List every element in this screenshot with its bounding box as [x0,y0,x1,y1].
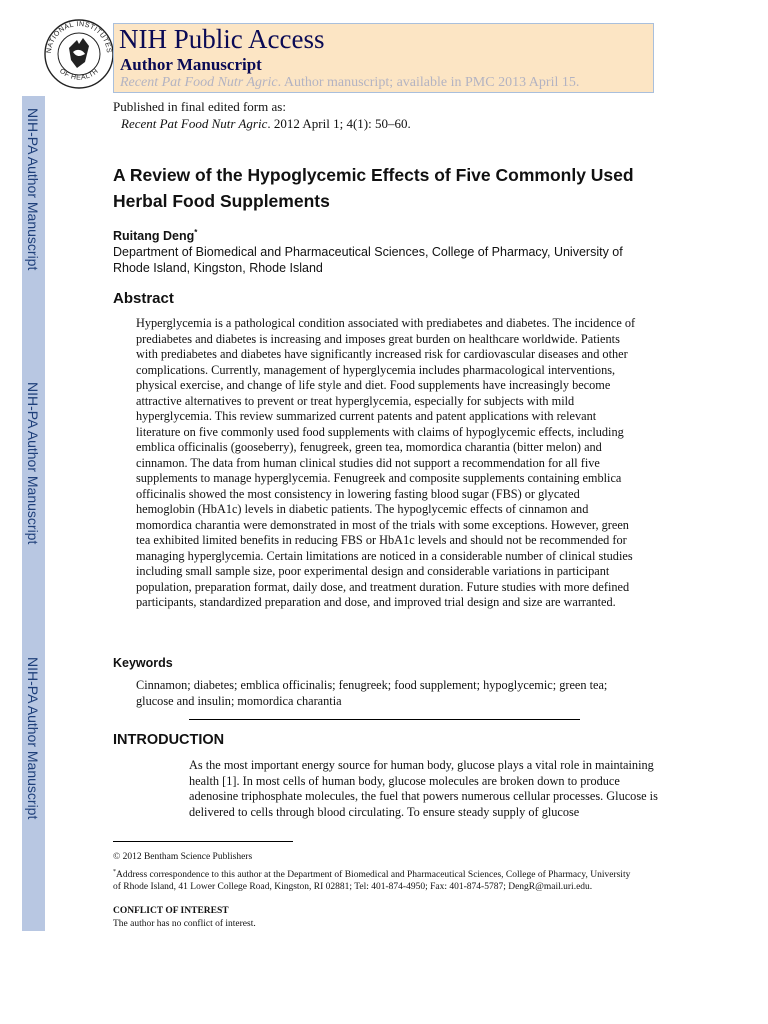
footnote-divider [113,841,293,842]
published-citation [113,98,411,132]
correspondence-footnote: *Address correspondence to this author at the Department of Biomedical and Pharmaceutical Sciences, College of Pharmacy, University of Rhode Island, 41 Lower College Road, Kingston, RI 02881; Tel: 401-874-4950; Fax: 401-874-5787; DengR@mail.uri.edu. [113,869,631,892]
header-subtitle: Author Manuscript [120,55,262,74]
keywords-heading: Keywords [113,656,173,670]
header-availability-line [120,75,579,91]
author-name: Ruitang Deng* [113,228,198,244]
keywords-text: Cinnamon; diabetes; emblica officinalis; fenugreek; food supplement; hypoglycemic; green tea; glucose and insulin; momordica charantia [136,678,608,708]
abstract-text: Hyperglycemia is a pathological condition associated with prediabetes and diabetes. The incidence of prediabetes and diabetes is increasing and imposes great burden on healthcare worldwide. Patients with prediabetes and diabetes have significantly increased risk for cardiovascular diseases and other complications. Currently, management of hyperglycemia includes pharmacological interventions, physical exercise, and change of life style and diet. Food supplements have increasingly become attractive alternatives to prevent or treat hyperglycemia, especially for subjects with mild hyperglycemia. This review summarized current patents and patent applications with relevant literature on five commonly used food supplements with claims of hypoglycemic effects, including emblica officinalis (gooseberry), fenugreek, green tea, momordica charantia (bitter melon) and cinnamon. The data from human clinical studies did not support a recommendation for all five supplements to manage hyperglycemia. Fenugreek and composite supplements containing emblica officinalis showed the most consistency in lowering fasting blood sugar (FBS) or glycated hemoglobin (HbA1c) levels in diabetic patients. The hypoglycemic effects of cinnamon and momordica charantia were demonstrated in most of the trials with some exceptions. However, green tea exhibited limited benefits in reducing FBS or HbA1c levels and should not be recommended for managing hyperglycemia. Certain limitations are noticed in a considerable number of clinical studies including small sample size, poor experimental design and considerable variations in participant population, preparation format, daily dose, and treatment duration. Future studies with more defined participants, standardized preparation and dose, and improved trial design and size are warranted. [136,316,636,609]
correspondence-mark: * [113,869,116,875]
svg-text:OF HEALTH: OF HEALTH [57,67,101,82]
introduction-text: As the most important energy source for human body, glucose plays a vital role in maintaining health [1]. In most cells of human body, glucose molecules are broken down to produce adenosine triphosphate molecules, the fuel that powers numerous cellular processes. Glucose is delivered to cells through blood circulating. To ensure steady supply of glucose [189,758,658,819]
published-cite [113,115,411,132]
article-title: A Review of the Hypoglycemic Effects of Five Commonly Used Herbal Food Supplements [113,165,634,211]
copyright-footnote: © 2012 Bentham Science Publishers [113,852,253,862]
header-title: NIH Public Access [119,24,325,54]
published-journal: Recent Pat Food Nutr Agric [121,116,268,131]
introduction-heading: INTRODUCTION [113,732,225,748]
svg-text:NATIONAL INSTITUTES: NATIONAL INSTITUTES [45,20,113,54]
published-details: . 2012 April 1; 4(1): 50–60. [267,116,411,131]
conflict-text: The author has no conflict of interest. [113,919,256,929]
published-label: Published in final edited form as: [113,99,286,114]
author-footnote-mark: * [194,228,198,237]
nih-seal-icon [43,18,115,90]
header-availability: . Author manuscript; available in PMC 2013 April 15. [277,75,580,90]
header-journal: Recent Pat Food Nutr Agric [120,75,278,90]
conflict-heading: CONFLICT OF INTEREST [113,906,229,916]
abstract-heading: Abstract [113,290,174,307]
section-divider [189,719,580,720]
nih-public-access-header [113,23,654,93]
author-affiliation: Department of Biomedical and Pharmaceutical Sciences, College of Pharmacy, University of Rhode Island, Kingston, Rhode Island [113,245,623,275]
